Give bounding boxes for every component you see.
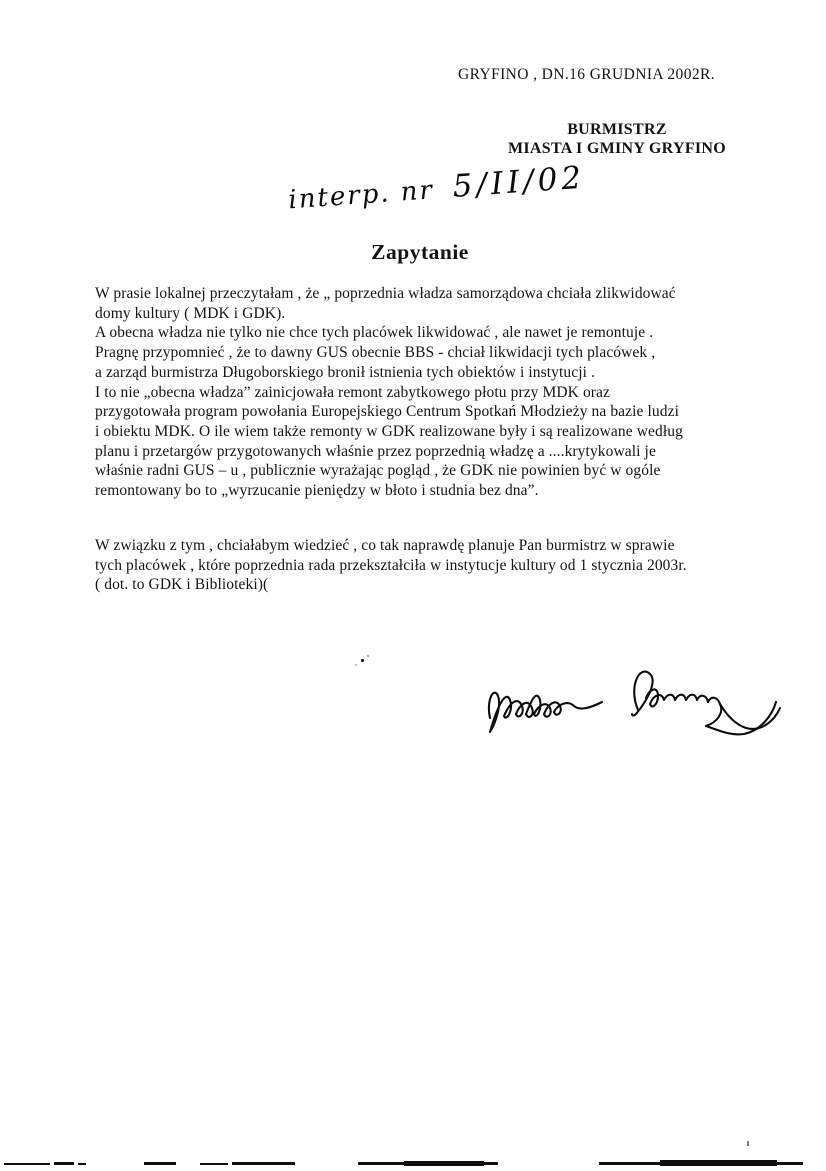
body-line: właśnie radni GUS – u , publicznie wyrażając pogląd , że GDK nie powinien być w ogóle — [95, 462, 661, 480]
scan-edge-line — [200, 1163, 228, 1165]
body-line: przygotowała program powołania Europejskiego Centrum Spotkań Młodzieży na bazie ludzi — [95, 403, 679, 421]
handwritten-annotation — [287, 160, 586, 217]
body-line: I to nie „obecna władza” zainicjowała remont zabytkowego płotu przy MDK oraz — [95, 383, 611, 401]
body-line: ( dot. to GDK i Biblioteki)( — [95, 576, 269, 594]
body-line: remontowany bo to „wyrzucanie pieniędzy w błoto i studnia bez dna”. — [95, 482, 539, 500]
body-line: planu i przetargów przygotowanych właśnie przez poprzednią władzę a ....krytykowali je — [95, 442, 656, 460]
scan-edge-line — [78, 1163, 86, 1165]
paragraph-1 — [95, 284, 775, 501]
addressee-block — [493, 121, 741, 158]
paragraph-2 — [95, 536, 775, 595]
body-line: A obecna władza nie tylko nie chce tych placówek likwidować , ale nawet je remontuje . — [95, 324, 654, 342]
page-title: Zapytanie — [371, 240, 469, 264]
addressee-title: BURMISTRZ — [567, 121, 667, 138]
handwritten-annotation-number: 5/II/02 — [451, 159, 587, 205]
scan-edge-line — [4, 1163, 50, 1165]
body-line: a zarząd burmistrza Długoborskiego bronił istnienia tych obiektów i instytucji . — [95, 363, 596, 381]
handwritten-annotation-prefix: interp. nr — [287, 175, 435, 216]
addressee-city: MIASTA I GMINY GRYFINO — [507, 139, 727, 157]
body-line: tych placówek , które poprzednia rada przekształciła w instytucje kultury od 1 stycznia 2003r. — [95, 556, 687, 574]
ink-speck-artifact — [367, 655, 369, 657]
scan-mark-artifact — [747, 1141, 749, 1146]
scan-edge-line — [54, 1162, 74, 1165]
ink-speck-artifact — [355, 664, 357, 666]
body-line: domy kultury ( MDK i GDK). — [95, 304, 286, 322]
body-line: W prasie lokalnej przeczytałam , że „ poprzednia władza samorządowa chciała zlikwidować — [95, 285, 676, 302]
scan-edge-line — [660, 1160, 777, 1166]
scan-edge-line — [404, 1161, 484, 1166]
scan-edge-line — [232, 1162, 295, 1165]
handwritten-signature — [476, 652, 788, 746]
signature-icon — [476, 652, 788, 746]
scan-edge-line — [144, 1162, 176, 1165]
date-line: GRYFINO , DN.16 GRUDNIA 2002R. — [458, 66, 716, 83]
ink-dot-artifact — [361, 659, 364, 662]
body-line: i obiektu MDK. O ile wiem także remonty w GDK realizowane były i są realizowane według — [95, 422, 683, 440]
body-line: Pragnę przypomnieć , że to dawny GUS obecnie BBS - chciał likwidacji tych placówek , — [95, 344, 656, 362]
body-line: W związku z tym , chciałabym wiedzieć , co tak naprawdę planuje Pan burmistrz w sprawie — [95, 537, 675, 554]
